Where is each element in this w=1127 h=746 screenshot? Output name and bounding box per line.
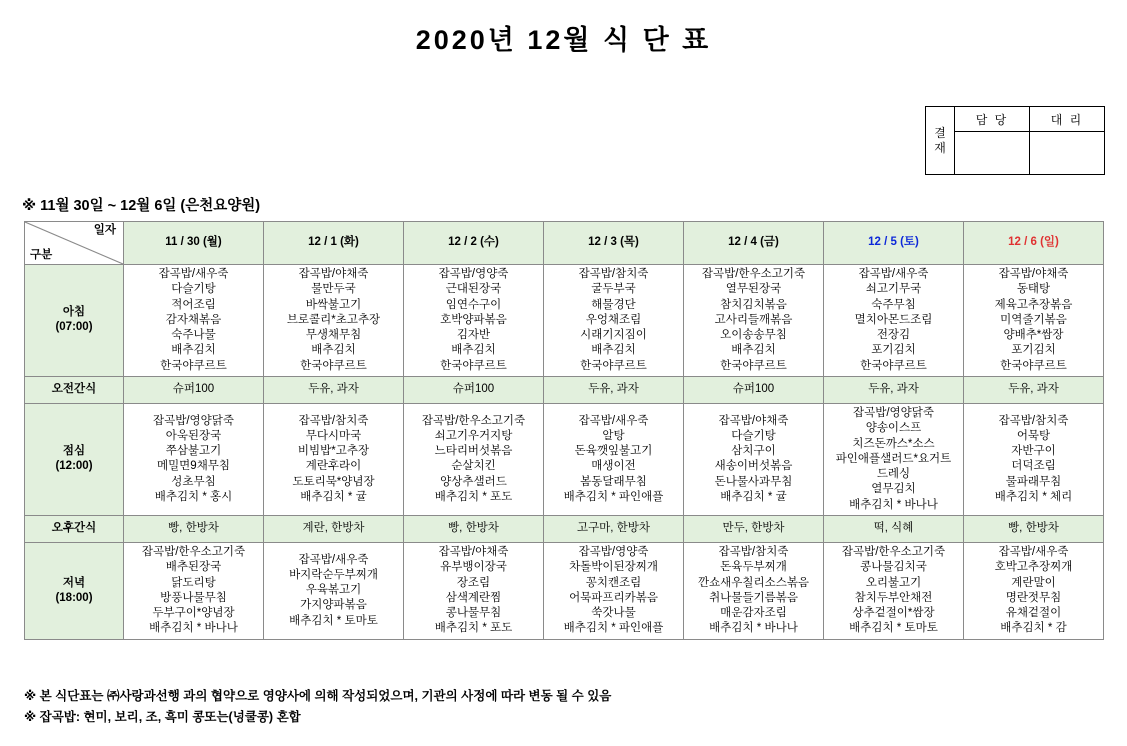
cell-morning-snack-5: 두유, 과자 bbox=[824, 376, 964, 403]
snack-row-morning bbox=[25, 376, 1104, 403]
menu-item: 배추김치 bbox=[311, 344, 356, 357]
menu-item: 물만두국 bbox=[311, 283, 356, 296]
menu-item: 돈육두부찌개 bbox=[720, 561, 787, 574]
menu-item: 가지양파볶음 bbox=[300, 599, 367, 612]
footnote-1: ※ 본 식단표는 ㈜사랑과선행 과의 협약으로 영양사에 의해 작성되었으며, 기관의 사정에 따라 변동 될 수 있음 bbox=[24, 689, 612, 703]
menu-item: 우엉채조림 bbox=[585, 313, 642, 326]
menu-item: 잡곡밥/새우죽 bbox=[578, 414, 649, 427]
menu-item: 적어조림 bbox=[171, 298, 216, 311]
menu-item: 순살치킨 bbox=[451, 460, 496, 473]
menu-item: 제육고추장볶음 bbox=[994, 298, 1073, 311]
menu-item: 배추김치 * 귤 bbox=[720, 491, 787, 504]
menu-table bbox=[24, 221, 1104, 640]
cell-dinner-6 bbox=[964, 542, 1104, 639]
footnote-2: ※ 잡곡밥: 현미, 보리, 조, 흑미 콩또는(넝쿨콩) 혼합 bbox=[24, 709, 301, 724]
menu-item: 느타리버섯볶음 bbox=[434, 445, 513, 458]
menu-item: 배추김치 * 체리 bbox=[994, 491, 1073, 504]
menu-item: 잡곡밥/야채죽 bbox=[718, 414, 789, 427]
corner-top-label: 일자 bbox=[93, 224, 116, 236]
menu-item: 한국야쿠르트 bbox=[580, 359, 647, 372]
menu-item: 배추김치 * 포도 bbox=[434, 622, 513, 635]
menu-item: 참치두부안채전 bbox=[854, 591, 933, 604]
menu-item: 치즈돈까스*소스 bbox=[852, 437, 935, 450]
menu-item: 어묵탕 bbox=[1016, 429, 1051, 442]
menu-item: 잡곡밥/새우죽 bbox=[158, 268, 229, 280]
menu-item: 숙주나물 bbox=[171, 329, 216, 342]
menu-item: 다슬기탕 bbox=[731, 429, 776, 442]
menu-item: 삼치구이 bbox=[731, 445, 776, 458]
cell-breakfast-1 bbox=[264, 265, 404, 377]
menu-item: 깐쇼새우칠리소스볶음 bbox=[697, 576, 810, 589]
menu-item: 바지락순두부찌개 bbox=[289, 568, 378, 581]
menu-item: 잡곡밥/한우소고기죽 bbox=[421, 414, 526, 427]
menu-item: 양배추*쌈장 bbox=[1003, 329, 1064, 342]
menu-item: 한국야쿠르트 bbox=[160, 359, 227, 372]
menu-item: 돈육깻잎불고기 bbox=[574, 445, 653, 458]
menu-item: 배추김치 bbox=[591, 344, 636, 357]
cell-breakfast-4 bbox=[684, 265, 824, 377]
menu-item: 자반구이 bbox=[1011, 445, 1056, 458]
menu-item: 바싹불고기 bbox=[305, 298, 362, 311]
cell-afternoon-snack-2: 빵, 한방차 bbox=[404, 515, 544, 542]
table-header-row bbox=[25, 222, 1104, 265]
cell-lunch-6 bbox=[964, 403, 1104, 515]
menu-item: 근대된장국 bbox=[445, 283, 502, 296]
menu-item: 배추김치 * 포도 bbox=[434, 491, 513, 504]
corner-header bbox=[25, 222, 124, 265]
menu-item: 배추된장국 bbox=[165, 561, 222, 574]
cell-dinner-2 bbox=[404, 542, 544, 639]
menu-item: 차돌박이된장찌개 bbox=[569, 561, 658, 574]
footnotes bbox=[24, 686, 611, 727]
approval-column-manager: 담 당 bbox=[955, 107, 1030, 132]
menu-item: 굴두부국 bbox=[591, 283, 636, 296]
cell-afternoon-snack-0: 빵, 한방차 bbox=[124, 515, 264, 542]
period-label: ※ 11월 30일 ~ 12월 6일 (은천요양원) bbox=[22, 198, 261, 214]
menu-item: 브로콜리*초고추장 bbox=[286, 313, 381, 326]
menu-item: 전장김 bbox=[876, 329, 911, 342]
day-header-0: 11 / 30 (월) bbox=[124, 222, 264, 265]
approval-signature-manager[interactable] bbox=[955, 132, 1030, 175]
menu-item: 양송이스프 bbox=[865, 422, 922, 435]
menu-item: 배추김치 * 감 bbox=[1000, 622, 1067, 635]
menu-item: 잡곡밥/참치죽 bbox=[298, 414, 369, 427]
menu-item: 열무된장국 bbox=[725, 283, 782, 296]
menu-item: 배추김치 * 바나나 bbox=[849, 498, 938, 511]
cell-dinner-1 bbox=[264, 542, 404, 639]
day-header-2: 12 / 2 (수) bbox=[404, 222, 544, 265]
menu-item: 오리불고기 bbox=[865, 576, 922, 589]
menu-item: 알탕 bbox=[602, 429, 625, 442]
menu-item: 호박양파볶음 bbox=[440, 313, 507, 326]
menu-item: 배추김치 * 귤 bbox=[300, 491, 367, 504]
day-header-4: 12 / 4 (금) bbox=[684, 222, 824, 265]
cell-morning-snack-1: 두유, 과자 bbox=[264, 376, 404, 403]
menu-item: 쭈삼불고기 bbox=[165, 445, 222, 458]
menu-item: 숙주무침 bbox=[871, 298, 916, 311]
menu-item: 어묵파프리카볶음 bbox=[569, 591, 658, 604]
menu-item: 해물경단 bbox=[591, 298, 636, 311]
menu-item: 유부뱅이장국 bbox=[440, 561, 507, 574]
approval-column-deputy: 대 리 bbox=[1030, 107, 1105, 132]
menu-item: 한국야쿠르트 bbox=[1000, 359, 1067, 372]
menu-item: 배추김치 * 바나나 bbox=[149, 622, 238, 635]
cell-morning-snack-0: 슈퍼100 bbox=[124, 376, 264, 403]
menu-item: 잡곡밥/영양죽 bbox=[438, 268, 509, 280]
menu-item: 취나물들기름볶음 bbox=[709, 591, 798, 604]
menu-item: 방풍나물무침 bbox=[160, 591, 227, 604]
cell-afternoon-snack-5: 떡, 식혜 bbox=[824, 515, 964, 542]
cell-afternoon-snack-4: 만두, 한방차 bbox=[684, 515, 824, 542]
menu-item: 잡곡밥/참치죽 bbox=[718, 545, 789, 558]
day-header-5: 12 / 5 (토) bbox=[824, 222, 964, 265]
cell-lunch-1 bbox=[264, 403, 404, 515]
menu-item: 열무김치 bbox=[871, 483, 916, 496]
menu-item: 한국야쿠르트 bbox=[440, 359, 507, 372]
menu-item: 새송이버섯볶음 bbox=[714, 460, 793, 473]
menu-item: 호박고추장찌개 bbox=[994, 561, 1073, 574]
menu-item: 꽁치캔조림 bbox=[585, 576, 642, 589]
corner-bottom-label: 구분 bbox=[30, 248, 53, 261]
cell-breakfast-0 bbox=[124, 265, 264, 377]
meal-row-dinner bbox=[25, 542, 1104, 639]
menu-item: 쇠고기무국 bbox=[865, 283, 922, 296]
approval-label: 결재 bbox=[926, 107, 955, 175]
cell-dinner-0 bbox=[124, 542, 264, 639]
menu-item: 성초무침 bbox=[171, 475, 216, 488]
approval-signature-deputy[interactable] bbox=[1030, 132, 1105, 175]
day-header-6: 12 / 6 (일) bbox=[964, 222, 1104, 265]
cell-morning-snack-3: 두유, 과자 bbox=[544, 376, 684, 403]
row-label-afternoon-snack: 오후간식 bbox=[25, 515, 124, 542]
cell-afternoon-snack-3: 고구마, 한방차 bbox=[544, 515, 684, 542]
menu-item: 잡곡밥/새우죽 bbox=[998, 545, 1069, 558]
row-label-lunch-time: (12:00) bbox=[55, 460, 93, 473]
cell-lunch-4 bbox=[684, 403, 824, 515]
menu-item: 무다시마국 bbox=[305, 429, 362, 442]
menu-item: 오이송송무침 bbox=[720, 329, 787, 342]
menu-item: 잡곡밥/야채죽 bbox=[998, 268, 1069, 280]
meal-row-breakfast bbox=[25, 265, 1104, 377]
menu-item: 아욱된장국 bbox=[165, 429, 222, 442]
menu-item: 멸치아몬드조림 bbox=[854, 313, 933, 326]
menu-item: 장조림 bbox=[456, 576, 491, 589]
menu-item: 명란젓무침 bbox=[1005, 591, 1062, 604]
menu-item: 다슬기탕 bbox=[171, 283, 216, 296]
cell-dinner-5 bbox=[824, 542, 964, 639]
menu-item: 양상추샐러드 bbox=[440, 475, 507, 488]
row-label-morning-snack: 오전간식 bbox=[25, 376, 124, 403]
menu-item: 배추김치 * 홍시 bbox=[154, 491, 233, 504]
day-header-3: 12 / 3 (목) bbox=[544, 222, 684, 265]
menu-item: 닭도리탕 bbox=[171, 576, 216, 589]
menu-item: 잡곡밥/영양닭죽 bbox=[853, 406, 934, 419]
menu-item: 잡곡밥/한우소고기죽 bbox=[841, 545, 946, 558]
menu-item: 감자채볶음 bbox=[165, 313, 222, 326]
menu-item: 배추김치 bbox=[451, 344, 496, 357]
cell-morning-snack-2: 슈퍼100 bbox=[404, 376, 544, 403]
cell-dinner-4 bbox=[684, 542, 824, 639]
menu-item: 도토리묵*양념장 bbox=[292, 475, 375, 488]
menu-item: 쇠고기우거지탕 bbox=[434, 429, 513, 442]
menu-item: 잡곡밥/한우소고기죽 bbox=[701, 268, 806, 280]
menu-item: 포기김치 bbox=[871, 344, 916, 357]
menu-item: 콩나물무침 bbox=[445, 607, 502, 620]
menu-item: 임연수구이 bbox=[445, 298, 502, 311]
menu-item: 잡곡밥/새우죽 bbox=[858, 268, 929, 280]
menu-item: 매생이전 bbox=[591, 460, 636, 473]
menu-item: 배추김치 bbox=[171, 344, 216, 357]
menu-item: 비빔밥*고추장 bbox=[297, 445, 370, 458]
menu-item: 잡곡밥/영양닭죽 bbox=[153, 414, 234, 427]
menu-item: 매운감자조림 bbox=[720, 607, 787, 620]
page-title: 2020년 12월 식 단 표 bbox=[415, 25, 712, 55]
menu-item: 참치김치볶음 bbox=[720, 298, 787, 311]
cell-afternoon-snack-1: 계란, 한방차 bbox=[264, 515, 404, 542]
row-label-breakfast-time: (07:00) bbox=[55, 321, 93, 334]
menu-item: 잡곡밥/야채죽 bbox=[298, 268, 369, 280]
menu-item: 잡곡밥/영양죽 bbox=[578, 545, 649, 558]
menu-item: 잡곡밥/한우소고기죽 bbox=[141, 545, 246, 558]
menu-item: 배추김치 * 토마토 bbox=[289, 614, 378, 627]
cell-lunch-3 bbox=[544, 403, 684, 515]
menu-item: 잡곡밥/야채죽 bbox=[438, 545, 509, 558]
menu-item: 콩나물김치국 bbox=[860, 561, 927, 574]
menu-item: 고사리들깨볶음 bbox=[714, 313, 793, 326]
menu-item: 파인애플샐러드*요거트 bbox=[835, 452, 952, 465]
row-label-lunch-name: 점심 bbox=[62, 445, 86, 458]
row-label-breakfast bbox=[25, 265, 124, 377]
meal-row-lunch bbox=[25, 403, 1104, 515]
approval-box bbox=[925, 106, 1105, 175]
row-label-breakfast-name: 아침 bbox=[62, 306, 86, 319]
cell-breakfast-2 bbox=[404, 265, 544, 377]
menu-item: 동태탕 bbox=[1016, 283, 1051, 296]
cell-lunch-0 bbox=[124, 403, 264, 515]
menu-item: 배추김치 * 파인애플 bbox=[563, 622, 664, 635]
menu-item: 더덕조림 bbox=[1011, 460, 1056, 473]
menu-item: 무생채무침 bbox=[305, 329, 362, 342]
menu-item: 한국야쿠르트 bbox=[860, 359, 927, 372]
menu-item: 배추김치 * 토마토 bbox=[849, 622, 938, 635]
row-label-dinner-name: 저녁 bbox=[62, 576, 86, 589]
menu-item: 배추김치 bbox=[731, 344, 776, 357]
snack-row-afternoon bbox=[25, 515, 1104, 542]
menu-item: 메밀면9채무침 bbox=[156, 460, 231, 473]
row-label-dinner bbox=[25, 542, 124, 639]
menu-item: 김자반 bbox=[456, 329, 491, 342]
cell-morning-snack-6: 두유, 과자 bbox=[964, 376, 1104, 403]
menu-item: 유채겉절이 bbox=[1005, 607, 1062, 620]
day-header-1: 12 / 1 (화) bbox=[264, 222, 404, 265]
menu-item: 우육볶고기 bbox=[305, 584, 362, 597]
cell-breakfast-3 bbox=[544, 265, 684, 377]
menu-item: 잡곡밥/참치죽 bbox=[998, 414, 1069, 427]
cell-breakfast-6 bbox=[964, 265, 1104, 377]
cell-afternoon-snack-6: 빵, 한방차 bbox=[964, 515, 1104, 542]
cell-breakfast-5 bbox=[824, 265, 964, 377]
menu-item: 쑥갓나물 bbox=[591, 607, 636, 620]
menu-item: 잡곡밥/참치죽 bbox=[578, 268, 649, 280]
menu-item: 봄동달래무침 bbox=[580, 475, 647, 488]
menu-item: 배추김치 * 바나나 bbox=[709, 622, 798, 635]
menu-item: 배추김치 * 파인애플 bbox=[563, 491, 664, 504]
menu-item: 드레싱 bbox=[876, 468, 911, 481]
cell-lunch-5 bbox=[824, 403, 964, 515]
cell-dinner-3 bbox=[544, 542, 684, 639]
menu-item: 한국야쿠르트 bbox=[300, 359, 367, 372]
cell-lunch-2 bbox=[404, 403, 544, 515]
menu-item: 물파래무침 bbox=[1005, 475, 1062, 488]
menu-item: 잡곡밥/새우죽 bbox=[298, 553, 369, 566]
row-label-lunch bbox=[25, 403, 124, 515]
menu-item: 포기김치 bbox=[1011, 344, 1056, 357]
menu-item: 두부구이*양념장 bbox=[152, 607, 235, 620]
menu-item: 계란후라이 bbox=[305, 460, 362, 473]
menu-item: 시래기지짐이 bbox=[580, 329, 647, 342]
menu-item: 상추겉절이*쌈장 bbox=[852, 607, 935, 620]
menu-item: 미역줄기볶음 bbox=[1000, 313, 1067, 326]
row-label-dinner-time: (18:00) bbox=[55, 591, 93, 604]
cell-morning-snack-4: 슈퍼100 bbox=[684, 376, 824, 403]
menu-item: 한국야쿠르트 bbox=[720, 359, 787, 372]
menu-item: 삼색계란찜 bbox=[445, 591, 502, 604]
menu-item: 돈나물사과무침 bbox=[714, 475, 793, 488]
menu-item: 계란말이 bbox=[1011, 576, 1056, 589]
